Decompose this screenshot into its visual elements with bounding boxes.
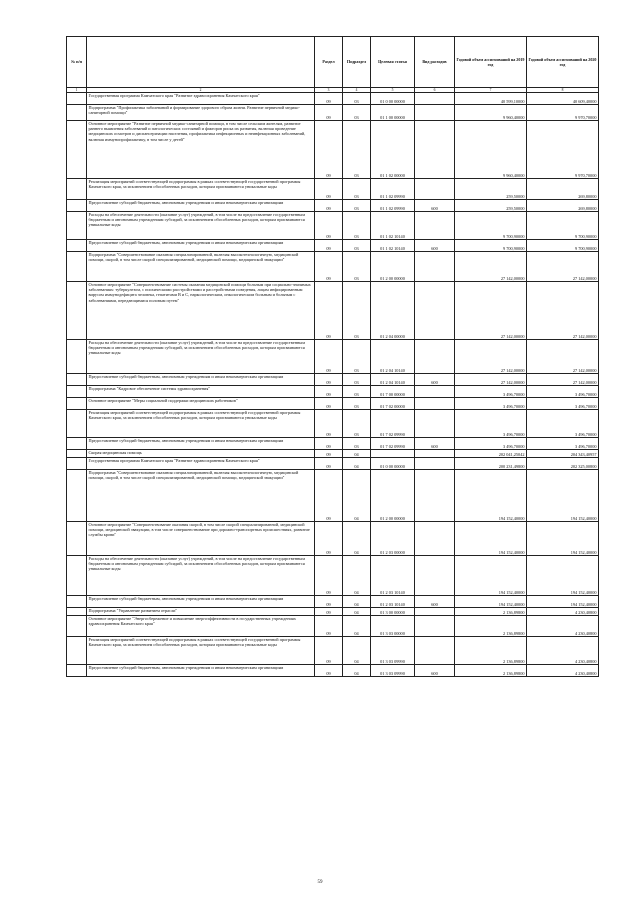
row-num-cell [67, 252, 87, 282]
row-expense-cell [415, 386, 455, 398]
table-row [67, 450, 599, 458]
row-num-cell [67, 665, 87, 677]
row-subsection-cell: 04 [343, 458, 371, 470]
row-num-cell [67, 386, 87, 398]
row-name-cell: Основное мероприятие "Развитие первичной медико-санитарной помощи, в том числе сельским жителям, развитие раннего выявления заболеваний и патологических состояний и факторов риска их развития, включая проведение медицинских осмотров и диспансеризации населения, профилактика инфекционных и неинфекционных заболеваний, включая иммунопрофилактику, в том числе у детей" [87, 121, 315, 179]
table-row [67, 240, 599, 252]
row-target-cell: 01 2 04 00000 [371, 282, 415, 340]
row-name-cell: Предоставление субсидий бюджетным, автономным учреждениям и иным некоммерческим организациям [87, 240, 315, 252]
row-section-cell: 09 [315, 386, 343, 398]
row-expense-cell [415, 252, 455, 282]
row-num-cell [67, 608, 87, 616]
row-name-cell: Подпрограмма "Кадровое обеспечение системы здравоохранения" [87, 386, 315, 398]
row-num-cell [67, 212, 87, 240]
row-target-cell: 01 1 02 10140 [371, 212, 415, 240]
table-row [67, 340, 599, 374]
header-section: Раздел [315, 37, 343, 88]
row-2020-cell: 27 142,00000 [527, 282, 599, 340]
table-row [67, 608, 599, 616]
row-target-cell: 01 1 02 09990 [371, 200, 415, 212]
row-subsection-cell: 03 [343, 252, 371, 282]
row-section-cell: 09 [315, 665, 343, 677]
row-2019-cell: 27 142,00000 [455, 374, 527, 386]
row-expense-cell [415, 105, 455, 121]
row-name-cell: Предоставление субсидий бюджетным, автономным учреждениям и иным некоммерческим организациям [87, 200, 315, 212]
row-subsection-cell: 04 [343, 616, 371, 637]
table-row [67, 596, 599, 608]
column-number: 5 [371, 88, 415, 93]
row-subsection-cell: 04 [343, 556, 371, 596]
row-num-cell [67, 410, 87, 438]
row-target-cell: 01 3 00 00000 [371, 608, 415, 616]
row-name-cell: Подпрограмма "Управление развитием отрасли" [87, 608, 315, 616]
row-2019-cell: 9 960,40000 [455, 105, 527, 121]
table-header-row [67, 37, 599, 88]
row-section-cell: 09 [315, 608, 343, 616]
row-num-cell [67, 340, 87, 374]
row-target-cell: 01 7 02 09990 [371, 438, 415, 450]
row-2019-cell: 40 599,10000 [455, 93, 527, 105]
row-section-cell: 09 [315, 450, 343, 458]
row-2020-cell: 269,80000 [527, 179, 599, 200]
row-subsection-cell: 03 [343, 105, 371, 121]
column-number: 4 [343, 88, 371, 93]
header-num: № п/п [67, 37, 87, 88]
row-2019-cell: 194 152,40000 [455, 470, 527, 522]
row-subsection-cell: 04 [343, 596, 371, 608]
row-target-cell: 01 2 03 00000 [371, 522, 415, 556]
row-num-cell [67, 438, 87, 450]
page-number: 59 [317, 880, 323, 885]
column-number: 2 [87, 88, 315, 93]
row-target-cell: 01 1 00 00000 [371, 105, 415, 121]
row-num-cell [67, 522, 87, 556]
row-2020-cell: 3 496,70000 [527, 386, 599, 398]
row-section-cell: 09 [315, 105, 343, 121]
row-2019-cell: 194 152,40000 [455, 596, 527, 608]
row-expense-cell [415, 450, 455, 458]
row-num-cell [67, 470, 87, 522]
row-target-cell: 01 1 02 00000 [371, 121, 415, 179]
row-expense-cell [415, 93, 455, 105]
row-subsection-cell: 03 [343, 340, 371, 374]
row-2020-cell: 204 343,40957 [527, 450, 599, 458]
row-section-cell: 09 [315, 458, 343, 470]
row-2019-cell: 202 041,25042 [455, 450, 527, 458]
row-2019-cell: 27 142,00000 [455, 340, 527, 374]
row-2020-cell: 194 152,40000 [527, 556, 599, 596]
row-section-cell: 09 [315, 438, 343, 450]
table-row [67, 105, 599, 121]
row-expense-cell [415, 556, 455, 596]
table-row [67, 200, 599, 212]
row-name-cell: Государственная программа Камчатского края "Развитие здравоохранения Камчатского края" [87, 458, 315, 470]
header-expense: Вид расходов [415, 37, 455, 88]
row-2019-cell: 27 142,00000 [455, 252, 527, 282]
row-2020-cell: 9 970,70000 [527, 121, 599, 179]
row-num-cell [67, 450, 87, 458]
row-2019-cell: 3 496,70000 [455, 398, 527, 410]
row-subsection-cell: 03 [343, 212, 371, 240]
row-name-cell: Расходы на обеспечение деятельности (оказание услуг) учреждений, в том числе на предоставление государственным бюджетным и автономным учреждениям субсидий, за исключением обособленных расходов, которым присваиваются уникальные коды [87, 340, 315, 374]
table-row [67, 398, 599, 410]
row-subsection-cell: 04 [343, 637, 371, 665]
row-name-cell: Предоставление субсидий бюджетным, автономным учреждениям и иным некоммерческим организациям [87, 596, 315, 608]
row-subsection-cell: 03 [343, 386, 371, 398]
row-target-cell [371, 450, 415, 458]
row-expense-cell: 600 [415, 438, 455, 450]
row-name-cell: Предоставление субсидий бюджетным, автономным учреждениям и иным некоммерческим организациям [87, 374, 315, 386]
row-2020-cell: 4 230,40800 [527, 608, 599, 616]
budget-table [66, 36, 599, 677]
row-expense-cell: 600 [415, 200, 455, 212]
row-2019-cell: 2 136,89800 [455, 637, 527, 665]
row-target-cell: 01 0 00 00000 [371, 458, 415, 470]
row-name-cell: Государственная программа Камчатского края "Развитие здравоохранения Камчатского края" [87, 93, 315, 105]
row-2019-cell: 3 496,70000 [455, 438, 527, 450]
row-expense-cell [415, 458, 455, 470]
row-2019-cell: 259,50000 [455, 200, 527, 212]
row-name-cell: Подпрограмма "Совершенствование оказания специализированной, включая высокотехнологичную, медицинской помощи, скорой, в том числе скорой специализированной, медицинской помощи, медицинской эвакуации" [87, 470, 315, 522]
row-target-cell: 01 7 02 00000 [371, 398, 415, 410]
row-section-cell: 09 [315, 556, 343, 596]
row-2020-cell: 194 152,40000 [527, 470, 599, 522]
row-2019-cell: 259,50000 [455, 179, 527, 200]
row-subsection-cell: 04 [343, 450, 371, 458]
row-num-cell [67, 458, 87, 470]
row-2020-cell: 3 496,70000 [527, 410, 599, 438]
row-2020-cell: 9 700,90000 [527, 240, 599, 252]
row-num-cell [67, 374, 87, 386]
header-name [87, 37, 315, 88]
row-2020-cell: 3 496,70000 [527, 398, 599, 410]
row-expense-cell [415, 616, 455, 637]
row-section-cell: 09 [315, 212, 343, 240]
row-target-cell: 01 2 00 00000 [371, 470, 415, 522]
row-2019-cell: 9 700,90000 [455, 212, 527, 240]
row-2019-cell: 2 136,89800 [455, 665, 527, 677]
row-target-cell: 01 7 02 09990 [371, 410, 415, 438]
row-expense-cell [415, 470, 455, 522]
table-row [67, 637, 599, 665]
row-expense-cell [415, 522, 455, 556]
row-subsection-cell: 04 [343, 522, 371, 556]
row-2019-cell: 9 700,90000 [455, 240, 527, 252]
row-subsection-cell: 04 [343, 608, 371, 616]
row-2020-cell: 27 142,00000 [527, 340, 599, 374]
row-expense-cell: 600 [415, 374, 455, 386]
row-target-cell: 01 1 02 09990 [371, 179, 415, 200]
row-num-cell [67, 105, 87, 121]
row-section-cell: 09 [315, 616, 343, 637]
row-num-cell [67, 398, 87, 410]
row-expense-cell [415, 121, 455, 179]
row-2020-cell: 9 970,70000 [527, 105, 599, 121]
row-subsection-cell: 03 [343, 240, 371, 252]
row-section-cell: 09 [315, 121, 343, 179]
row-name-cell: Основное мероприятие "Энергосбережение и повышение энергоэффективности в государственных учреждениях здравоохранения Камчатского края" [87, 616, 315, 637]
row-name-cell: Реализация мероприятий соответствующей подпрограммы в рамках соответствующей государственной программы Камчатского края, за исключением обособленных расходов, которым присваиваются уникальные коды [87, 179, 315, 200]
table-row [67, 121, 599, 179]
row-num-cell [67, 556, 87, 596]
row-name-cell: Основное мероприятие "Совершенствование оказания скорой, в том числе скорой специализированной, медицинской помощи, медицинской эвакуации, в том числе совершенствование при дорожно-транспортных происшествиях, развитие службы крови" [87, 522, 315, 556]
row-num-cell [67, 93, 87, 105]
row-target-cell: 01 2 04 10140 [371, 340, 415, 374]
row-subsection-cell: 03 [343, 410, 371, 438]
row-2020-cell: 4 230,40800 [527, 616, 599, 637]
row-section-cell: 09 [315, 410, 343, 438]
table-row [67, 212, 599, 240]
row-name-cell: Предоставление субсидий бюджетным, автономным учреждениям и иным некоммерческим организациям [87, 438, 315, 450]
row-subsection-cell: 03 [343, 398, 371, 410]
table-row [67, 556, 599, 596]
row-2019-cell: 2 136,89800 [455, 616, 527, 637]
row-subsection-cell: 03 [343, 282, 371, 340]
row-subsection-cell: 03 [343, 121, 371, 179]
row-name-cell: Расходы на обеспечение деятельности (оказание услуг) учреждений, в том числе на предоставление государственным бюджетным и автономным учреждениям субсидий, за исключением обособленных расходов, которым присваиваются уникальные коды [87, 212, 315, 240]
row-subsection-cell: 03 [343, 179, 371, 200]
row-2020-cell: 4 230,40800 [527, 637, 599, 665]
row-section-cell: 09 [315, 252, 343, 282]
header-2019: Годовой объем ассигнований на 2019 год [455, 37, 527, 88]
row-2020-cell: 40 609,40000 [527, 93, 599, 105]
row-section-cell: 09 [315, 596, 343, 608]
table-body [67, 93, 599, 677]
row-name-cell: Реализация мероприятий соответствующей подпрограммы в рамках соответствующей государственной программы Камчатского края, за исключением обособленных расходов, которым присваиваются уникальные коды [87, 637, 315, 665]
row-expense-cell [415, 282, 455, 340]
row-name-cell: Основное мероприятие "Меры социальной поддержки медицинских работников" [87, 398, 315, 410]
row-expense-cell [415, 637, 455, 665]
row-section-cell: 09 [315, 340, 343, 374]
row-target-cell: 01 2 03 10140 [371, 556, 415, 596]
row-2019-cell: 27 142,00000 [455, 282, 527, 340]
row-name-cell: Предоставление субсидий бюджетным, автономным учреждениям и иным некоммерческим организациям [87, 665, 315, 677]
column-number: 1 [67, 88, 87, 93]
header-2020: Годовой объем ассигнований на 2020 год [527, 37, 599, 88]
table-row [67, 93, 599, 105]
row-num-cell [67, 121, 87, 179]
table-row [67, 470, 599, 522]
row-target-cell: 01 3 03 00000 [371, 616, 415, 637]
row-target-cell: 01 1 02 10140 [371, 240, 415, 252]
row-2019-cell: 200 231,49800 [455, 458, 527, 470]
row-name-cell: Подпрограмма "Профилактика заболеваний и формирование здорового образа жизни. Развитие первичной медико-санитарной помощи" [87, 105, 315, 121]
column-number: 7 [455, 88, 527, 93]
table-row [67, 616, 599, 637]
row-2020-cell: 27 142,00000 [527, 374, 599, 386]
row-section-cell: 09 [315, 398, 343, 410]
row-num-cell [67, 240, 87, 252]
row-2020-cell: 4 230,40800 [527, 665, 599, 677]
row-target-cell: 01 7 00 00000 [371, 386, 415, 398]
row-2020-cell: 269,80000 [527, 200, 599, 212]
row-expense-cell: 600 [415, 596, 455, 608]
table-row [67, 374, 599, 386]
row-name-cell: Подпрограмма "Совершенствование оказания специализированной, включая высокотехнологичную, медицинской помощи, скорой, в том числе скорой специализированной, медицинской помощи, медицинской эвакуации" [87, 252, 315, 282]
table-row [67, 438, 599, 450]
row-name-cell: Реализация мероприятий соответствующей подпрограммы в рамках соответствующей государственной программы Камчатского края, за исключением обособленных расходов, которым присваиваются уникальные коды [87, 410, 315, 438]
row-target-cell: 01 0 00 00000 [371, 93, 415, 105]
row-name-cell: Расходы на обеспечение деятельности (оказание услуг) учреждений, в том числе на предоставление государственным бюджетным и автономным учреждениям субсидий, за исключением обособленных расходов, которым присваиваются уникальные коды [87, 556, 315, 596]
row-section-cell: 09 [315, 637, 343, 665]
row-expense-cell [415, 179, 455, 200]
table-row [67, 410, 599, 438]
table-row [67, 665, 599, 677]
row-section-cell: 09 [315, 240, 343, 252]
row-expense-cell [415, 398, 455, 410]
row-subsection-cell: 04 [343, 470, 371, 522]
table-row [67, 458, 599, 470]
table-row [67, 179, 599, 200]
row-2019-cell: 3 496,70000 [455, 410, 527, 438]
row-num-cell [67, 637, 87, 665]
row-2020-cell: 194 152,40000 [527, 596, 599, 608]
table-row [67, 386, 599, 398]
row-2020-cell: 194 152,40000 [527, 522, 599, 556]
row-2019-cell: 2 136,89800 [455, 608, 527, 616]
row-2019-cell: 194 152,40000 [455, 522, 527, 556]
row-2019-cell: 3 496,70000 [455, 386, 527, 398]
row-num-cell [67, 200, 87, 212]
table-row [67, 282, 599, 340]
row-expense-cell [415, 410, 455, 438]
row-section-cell: 09 [315, 374, 343, 386]
row-name-cell: Основное мероприятие "Совершенствование системы оказания медицинской помощи больным при социально-значимых заболеваниях: туберкулезом, с психическими расстройствами и расстройствами поведения, лицам инфицированным вирусом иммунодефицита человека, гепатитами B и C, наркологическим, онкологическим больным и больным с заболеваниями, передающимися половым путем" [87, 282, 315, 340]
row-expense-cell [415, 340, 455, 374]
row-num-cell [67, 282, 87, 340]
row-target-cell: 01 3 03 09990 [371, 665, 415, 677]
table-row [67, 522, 599, 556]
row-target-cell: 01 2 03 10140 [371, 596, 415, 608]
row-target-cell: 01 2 04 10140 [371, 374, 415, 386]
row-2019-cell: 194 152,40000 [455, 556, 527, 596]
row-section-cell: 09 [315, 470, 343, 522]
header-target: Целевая статья [371, 37, 415, 88]
row-2020-cell: 3 496,70000 [527, 438, 599, 450]
row-2020-cell: 202 325,00800 [527, 458, 599, 470]
row-num-cell [67, 179, 87, 200]
row-name-cell: Скорая медицинская помощь [87, 450, 315, 458]
row-subsection-cell: 03 [343, 438, 371, 450]
row-subsection-cell: 03 [343, 93, 371, 105]
row-section-cell: 09 [315, 522, 343, 556]
column-number: 3 [315, 88, 343, 93]
row-expense-cell [415, 212, 455, 240]
row-subsection-cell: 03 [343, 200, 371, 212]
row-target-cell: 01 3 03 09990 [371, 637, 415, 665]
row-expense-cell [415, 608, 455, 616]
row-2020-cell: 9 700,90000 [527, 212, 599, 240]
row-subsection-cell: 04 [343, 665, 371, 677]
row-section-cell: 09 [315, 282, 343, 340]
budget-table-sheet [66, 36, 598, 677]
row-target-cell: 01 2 00 00000 [371, 252, 415, 282]
row-section-cell: 09 [315, 179, 343, 200]
table-row [67, 252, 599, 282]
header-subsection: Подраздел [343, 37, 371, 88]
row-section-cell: 09 [315, 93, 343, 105]
row-num-cell [67, 616, 87, 637]
row-num-cell [67, 596, 87, 608]
row-subsection-cell: 03 [343, 374, 371, 386]
row-2019-cell: 9 960,40000 [455, 121, 527, 179]
row-section-cell: 09 [315, 200, 343, 212]
column-number: 8 [527, 88, 599, 93]
row-expense-cell: 600 [415, 240, 455, 252]
column-number: 6 [415, 88, 455, 93]
row-2020-cell: 27 142,00000 [527, 252, 599, 282]
row-expense-cell: 600 [415, 665, 455, 677]
